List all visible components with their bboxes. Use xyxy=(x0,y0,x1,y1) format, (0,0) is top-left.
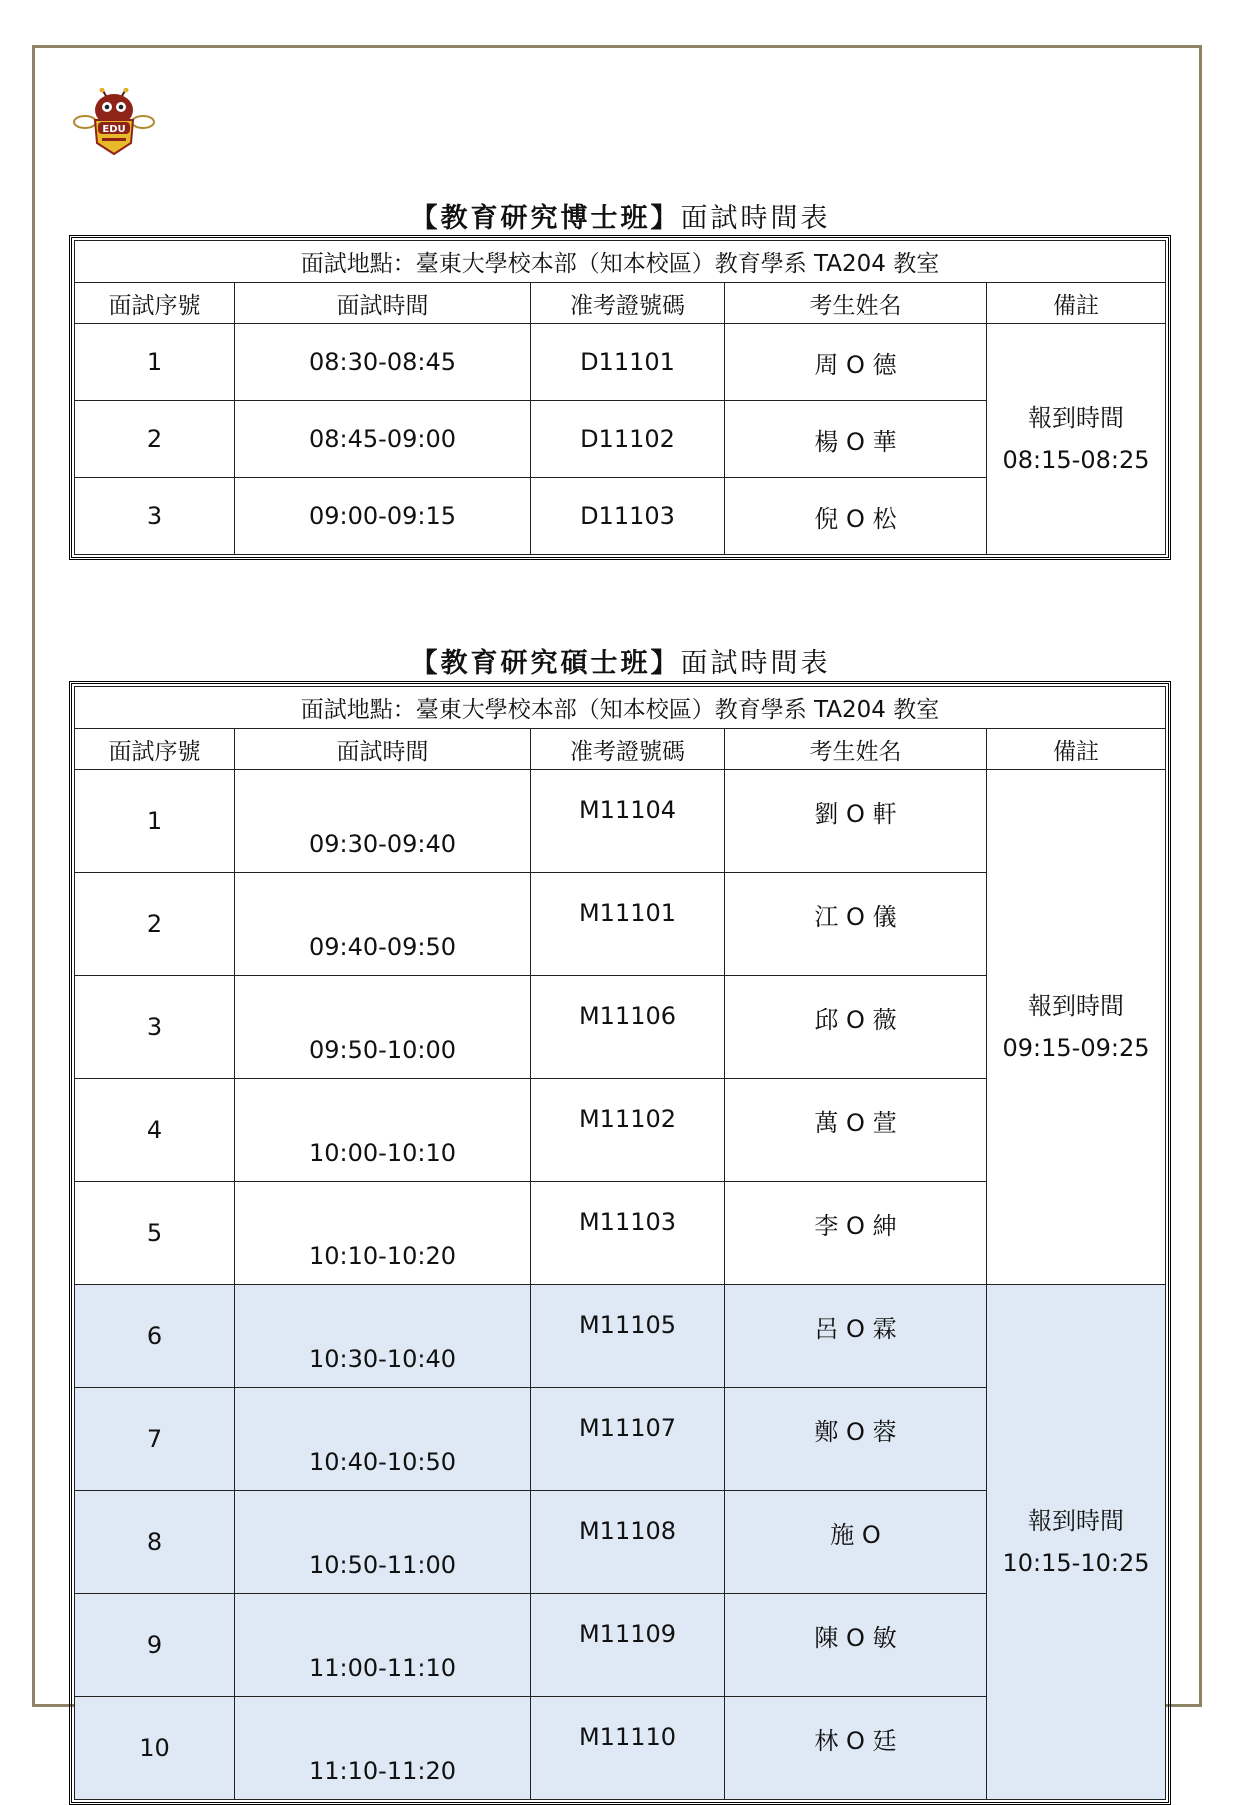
checkin-label: 報到時間 xyxy=(1028,404,1124,432)
doctoral-schedule-title xyxy=(0,196,1241,235)
seq-cell: 3 xyxy=(75,976,235,1079)
exam-id-cell: D11102 xyxy=(531,401,725,478)
masters-location: 面試地點：臺東大學校本部（知本校區）教育學系 TA204 教室 xyxy=(75,687,1166,729)
time-cell: 09:40-09:50 xyxy=(235,873,531,976)
doctoral-location: 面試地點：臺東大學校本部（知本校區）教育學系 TA204 教室 xyxy=(75,241,1166,283)
table-row xyxy=(75,324,1166,401)
exam-id-cell: M11109 xyxy=(531,1594,725,1697)
name-cell: 周 O 德 xyxy=(725,324,987,401)
table-row xyxy=(75,770,1166,873)
exam-id-cell: M11103 xyxy=(531,1182,725,1285)
doctoral-title-program: 【教育研究博士班】 xyxy=(410,203,681,234)
time-cell: 10:50-11:00 xyxy=(235,1491,531,1594)
seq-cell: 4 xyxy=(75,1079,235,1182)
exam-id-cell: D11101 xyxy=(531,324,725,401)
seq-cell: 6 xyxy=(75,1285,235,1388)
seq-cell: 3 xyxy=(75,478,235,555)
masters-title-program: 【教育研究碩士班】 xyxy=(410,648,681,679)
time-cell: 10:10-10:20 xyxy=(235,1182,531,1285)
exam-id-cell: M11106 xyxy=(531,976,725,1079)
checkin-note xyxy=(987,324,1166,555)
name-cell: 萬 O 萱 xyxy=(725,1079,987,1182)
edu-bee-mascot-icon xyxy=(73,88,155,158)
name-cell: 鄭 O 蓉 xyxy=(725,1388,987,1491)
checkin-label: 報到時間 xyxy=(1028,992,1124,1020)
exam-id-cell: M11107 xyxy=(531,1388,725,1491)
exam-id-cell: M11108 xyxy=(531,1491,725,1594)
checkin-time: 09:15-09:25 xyxy=(1002,1034,1150,1062)
time-cell: 08:45-09:00 xyxy=(235,401,531,478)
name-cell: 李 O 紳 xyxy=(725,1182,987,1285)
name-cell: 林 O 廷 xyxy=(725,1697,987,1800)
exam-id-cell: D11103 xyxy=(531,478,725,555)
seq-cell: 5 xyxy=(75,1182,235,1285)
exam-id-cell: M11110 xyxy=(531,1697,725,1800)
seq-cell: 2 xyxy=(75,401,235,478)
exam-id-cell: M11102 xyxy=(531,1079,725,1182)
seq-cell: 9 xyxy=(75,1594,235,1697)
header-name: 考生姓名 xyxy=(725,283,987,324)
header-exam-id: 准考證號碼 xyxy=(531,729,725,770)
table-row xyxy=(75,1285,1166,1388)
name-cell: 倪 O 松 xyxy=(725,478,987,555)
seq-cell: 2 xyxy=(75,873,235,976)
checkin-time: 10:15-10:25 xyxy=(1002,1549,1150,1577)
time-cell: 10:00-10:10 xyxy=(235,1079,531,1182)
seq-cell: 10 xyxy=(75,1697,235,1800)
masters-title-suffix: 面試時間表 xyxy=(680,648,831,679)
exam-id-cell: M11101 xyxy=(531,873,725,976)
svg-text:EDU: EDU xyxy=(102,124,126,135)
header-note: 備註 xyxy=(987,283,1166,324)
seq-cell: 7 xyxy=(75,1388,235,1491)
masters-schedule-table xyxy=(69,681,1171,1805)
header-time: 面試時間 xyxy=(235,283,531,324)
exam-id-cell: M11104 xyxy=(531,770,725,873)
time-cell: 11:00-11:10 xyxy=(235,1594,531,1697)
header-time: 面試時間 xyxy=(235,729,531,770)
name-cell: 施 O xyxy=(725,1491,987,1594)
header-seq: 面試序號 xyxy=(75,729,235,770)
time-cell: 08:30-08:45 xyxy=(235,324,531,401)
header-name: 考生姓名 xyxy=(725,729,987,770)
doctoral-schedule-table xyxy=(69,235,1171,560)
seq-cell: 1 xyxy=(75,770,235,873)
time-cell: 10:40-10:50 xyxy=(235,1388,531,1491)
name-cell: 劉 O 軒 xyxy=(725,770,987,873)
name-cell: 呂 O 霖 xyxy=(725,1285,987,1388)
checkin-label: 報到時間 xyxy=(1028,1507,1124,1535)
name-cell: 楊 O 華 xyxy=(725,401,987,478)
seq-cell: 1 xyxy=(75,324,235,401)
header-note: 備註 xyxy=(987,729,1166,770)
header-seq: 面試序號 xyxy=(75,283,235,324)
checkin-note xyxy=(987,1285,1166,1800)
doctoral-title-suffix: 面試時間表 xyxy=(680,203,831,234)
seq-cell: 8 xyxy=(75,1491,235,1594)
time-cell: 09:00-09:15 xyxy=(235,478,531,555)
time-cell: 11:10-11:20 xyxy=(235,1697,531,1800)
checkin-note xyxy=(987,770,1166,1285)
time-cell: 09:30-09:40 xyxy=(235,770,531,873)
name-cell: 陳 O 敏 xyxy=(725,1594,987,1697)
time-cell: 10:30-10:40 xyxy=(235,1285,531,1388)
name-cell: 邱 O 薇 xyxy=(725,976,987,1079)
time-cell: 09:50-10:00 xyxy=(235,976,531,1079)
exam-id-cell: M11105 xyxy=(531,1285,725,1388)
name-cell: 江 O 儀 xyxy=(725,873,987,976)
masters-schedule-title xyxy=(0,641,1241,680)
checkin-time: 08:15-08:25 xyxy=(1002,446,1150,474)
header-exam-id: 准考證號碼 xyxy=(531,283,725,324)
